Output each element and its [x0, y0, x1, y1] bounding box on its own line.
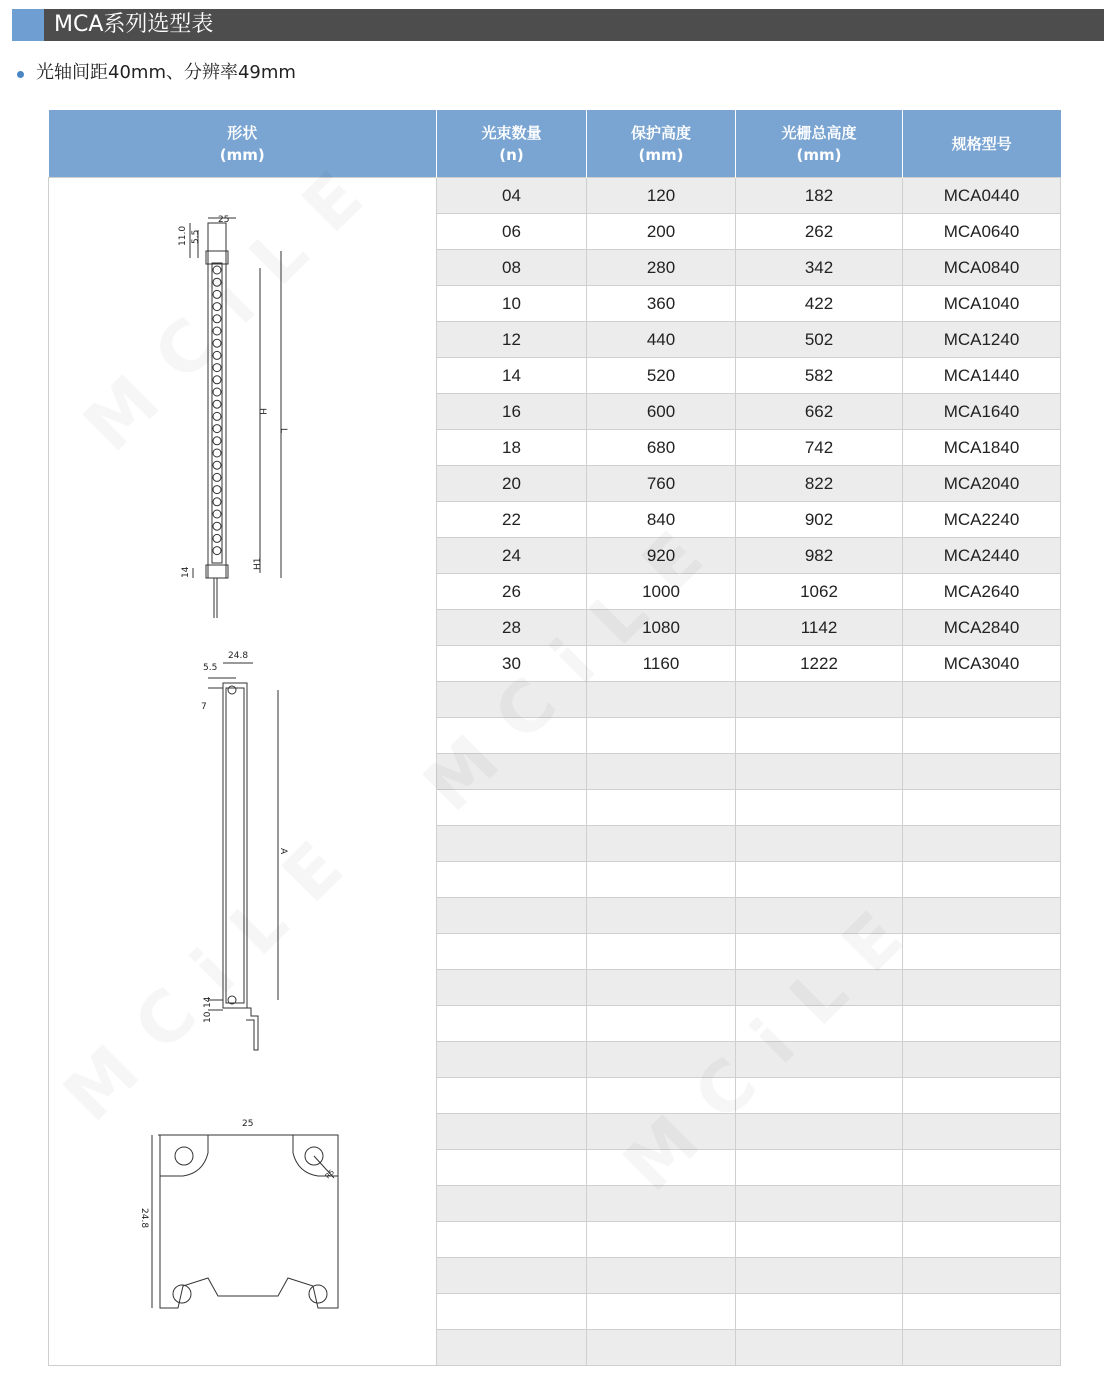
protection-height-cell — [587, 682, 736, 718]
lens-icon — [213, 510, 221, 518]
model-cell: MCA1240 — [903, 322, 1061, 358]
total-height-cell — [736, 1114, 903, 1150]
title-bar — [12, 9, 1104, 41]
header-total-height: 光栅总高度 (mm) — [736, 110, 903, 178]
model-cell — [903, 1330, 1061, 1366]
total-height-cell — [736, 1006, 903, 1042]
beam-count-cell — [437, 826, 587, 862]
beam-count-cell — [437, 1006, 587, 1042]
model-cell — [903, 1150, 1061, 1186]
beam-count-cell — [437, 862, 587, 898]
beam-count-cell: 06 — [437, 214, 587, 250]
beam-count-cell — [437, 934, 587, 970]
protection-height-cell — [587, 826, 736, 862]
protection-height-cell: 600 — [587, 394, 736, 430]
model-cell — [903, 970, 1061, 1006]
protection-height-cell: 120 — [587, 178, 736, 214]
header-protection-height: 保护高度 (mm) — [587, 110, 736, 178]
model-cell — [903, 1258, 1061, 1294]
total-height-cell — [736, 682, 903, 718]
total-height-cell: 1222 — [736, 646, 903, 682]
model-cell — [903, 1078, 1061, 1114]
protection-height-cell: 760 — [587, 466, 736, 502]
d1-dim-a: 11.0 — [178, 225, 188, 246]
d2-dim-a-len: A — [278, 848, 288, 855]
beam-count-cell — [437, 1330, 587, 1366]
total-height-cell — [736, 1258, 903, 1294]
header-beam-count: 光束数量 (n) — [437, 110, 587, 178]
protection-height-cell: 280 — [587, 250, 736, 286]
beam-count-cell: 18 — [437, 430, 587, 466]
total-height-cell — [736, 862, 903, 898]
lens-icon — [213, 351, 221, 359]
model-cell: MCA2640 — [903, 574, 1061, 610]
table-header-row — [49, 110, 1061, 178]
total-height-cell: 982 — [736, 538, 903, 574]
lens-icon — [213, 315, 221, 323]
protection-height-cell — [587, 1186, 736, 1222]
lens-icon — [213, 290, 221, 298]
d3-dim-height: 24.8 — [139, 1208, 149, 1229]
total-height-cell: 422 — [736, 286, 903, 322]
lens-icon — [213, 266, 221, 274]
total-height-cell: 182 — [736, 178, 903, 214]
model-cell: MCA3040 — [903, 646, 1061, 682]
protection-height-cell: 200 — [587, 214, 736, 250]
protection-height-cell: 440 — [587, 322, 736, 358]
protection-height-cell: 840 — [587, 502, 736, 538]
protection-height-cell — [587, 1330, 736, 1366]
model-cell: MCA1640 — [903, 394, 1061, 430]
d3-dim-radius: R5 — [323, 1168, 337, 1181]
technical-drawings — [48, 178, 436, 1362]
protection-height-cell: 680 — [587, 430, 736, 466]
model-cell — [903, 790, 1061, 826]
protection-height-cell: 360 — [587, 286, 736, 322]
lens-icon — [213, 327, 221, 335]
total-height-cell — [736, 970, 903, 1006]
bullet-icon — [17, 71, 24, 78]
model-cell — [903, 1114, 1061, 1150]
lens-icon — [213, 364, 221, 372]
lens-icon — [213, 547, 221, 555]
beam-count-cell — [437, 754, 587, 790]
beam-count-cell: 04 — [437, 178, 587, 214]
protection-height-cell — [587, 1042, 736, 1078]
lens-icon — [213, 437, 221, 445]
total-height-cell: 342 — [736, 250, 903, 286]
model-cell — [903, 862, 1061, 898]
model-cell — [903, 898, 1061, 934]
protection-height-cell — [587, 1114, 736, 1150]
model-cell — [903, 682, 1061, 718]
beam-count-cell — [437, 1114, 587, 1150]
protection-height-cell — [587, 898, 736, 934]
lens-icon — [213, 522, 221, 530]
beam-count-cell — [437, 682, 587, 718]
d1-dim-b: 5.5 — [191, 229, 201, 244]
model-cell: MCA1840 — [903, 430, 1061, 466]
protection-height-cell — [587, 718, 736, 754]
model-cell — [903, 1294, 1061, 1330]
header-shape: 形状 (mm) — [49, 110, 437, 178]
protection-height-cell: 920 — [587, 538, 736, 574]
lens-icon — [213, 278, 221, 286]
protection-height-cell — [587, 862, 736, 898]
model-cell — [903, 1042, 1061, 1078]
protection-height-cell: 520 — [587, 358, 736, 394]
lens-icon — [213, 534, 221, 542]
beam-count-cell: 30 — [437, 646, 587, 682]
protection-height-cell: 1080 — [587, 610, 736, 646]
model-cell — [903, 1186, 1061, 1222]
total-height-cell — [736, 934, 903, 970]
model-cell: MCA0840 — [903, 250, 1061, 286]
protection-height-cell: 1160 — [587, 646, 736, 682]
beam-count-cell: 26 — [437, 574, 587, 610]
total-height-cell — [736, 1222, 903, 1258]
beam-count-cell — [437, 1186, 587, 1222]
total-height-cell — [736, 1294, 903, 1330]
d1-dim-top: 25 — [218, 215, 230, 225]
protection-height-cell — [587, 1006, 736, 1042]
model-cell — [903, 754, 1061, 790]
model-cell: MCA2440 — [903, 538, 1061, 574]
beam-count-cell — [437, 1222, 587, 1258]
total-height-cell: 262 — [736, 214, 903, 250]
protection-height-cell — [587, 1294, 736, 1330]
lens-icon — [213, 400, 221, 408]
total-height-cell — [736, 718, 903, 754]
total-height-cell — [736, 1330, 903, 1366]
total-height-cell — [736, 1150, 903, 1186]
model-cell: MCA2040 — [903, 466, 1061, 502]
beam-count-cell: 14 — [437, 358, 587, 394]
beam-count-cell — [437, 1294, 587, 1330]
title-accent — [12, 9, 44, 41]
page-title: MCA系列选型表 — [54, 12, 214, 37]
total-height-cell: 502 — [736, 322, 903, 358]
d3-dim-width: 25 — [242, 1119, 254, 1129]
lens-icon — [213, 425, 221, 433]
beam-count-cell: 12 — [437, 322, 587, 358]
total-height-cell: 662 — [736, 394, 903, 430]
header-model: 规格型号 — [903, 110, 1061, 178]
beam-count-cell: 20 — [437, 466, 587, 502]
total-height-cell — [736, 1042, 903, 1078]
beam-count-cell — [437, 1078, 587, 1114]
lens-icon — [213, 461, 221, 469]
drawing-front-view — [190, 218, 281, 618]
lens-icon — [213, 412, 221, 420]
total-height-cell: 1062 — [736, 574, 903, 610]
protection-height-cell — [587, 934, 736, 970]
d1-dim-h1: H1 — [253, 557, 263, 570]
lens-icon — [213, 376, 221, 384]
protection-height-cell — [587, 1222, 736, 1258]
model-cell — [903, 718, 1061, 754]
beam-count-cell — [437, 1150, 587, 1186]
beam-count-cell: 22 — [437, 502, 587, 538]
protection-height-cell — [587, 1258, 736, 1294]
d2-dim-top: 24.8 — [228, 651, 249, 661]
protection-height-cell — [587, 970, 736, 1006]
beam-count-cell — [437, 898, 587, 934]
model-cell: MCA2840 — [903, 610, 1061, 646]
beam-count-cell — [437, 970, 587, 1006]
total-height-cell — [736, 754, 903, 790]
total-height-cell: 902 — [736, 502, 903, 538]
d1-dim-l: L — [278, 428, 288, 434]
beam-count-cell: 24 — [437, 538, 587, 574]
protection-height-cell — [587, 754, 736, 790]
total-height-cell: 822 — [736, 466, 903, 502]
beam-count-cell — [437, 790, 587, 826]
lens-icon — [213, 388, 221, 396]
model-cell: MCA1040 — [903, 286, 1061, 322]
total-height-cell — [736, 1078, 903, 1114]
protection-height-cell — [587, 790, 736, 826]
beam-count-cell: 16 — [437, 394, 587, 430]
beam-count-cell — [437, 718, 587, 754]
total-height-cell — [736, 1186, 903, 1222]
model-cell — [903, 1006, 1061, 1042]
lens-icon — [213, 486, 221, 494]
model-cell — [903, 934, 1061, 970]
d2-dim-a: 5.5 — [203, 663, 218, 673]
total-height-cell — [736, 826, 903, 862]
lens-icon — [213, 303, 221, 311]
model-cell — [903, 826, 1061, 862]
spec-subtitle: 光轴间距40mm、分辨率49mm — [36, 62, 296, 83]
d2-dim-b: 7 — [201, 702, 207, 712]
model-cell: MCA0640 — [903, 214, 1061, 250]
total-height-cell — [736, 790, 903, 826]
lens-icon — [213, 498, 221, 506]
beam-count-cell: 10 — [437, 286, 587, 322]
protection-height-cell — [587, 1150, 736, 1186]
beam-count-cell: 08 — [437, 250, 587, 286]
lens-icon — [213, 339, 221, 347]
protection-height-cell — [587, 1078, 736, 1114]
total-height-cell: 582 — [736, 358, 903, 394]
model-cell: MCA0440 — [903, 178, 1061, 214]
model-cell — [903, 1222, 1061, 1258]
beam-count-cell — [437, 1042, 587, 1078]
protection-height-cell: 1000 — [587, 574, 736, 610]
drawing-cross-section — [152, 1135, 338, 1308]
total-height-cell — [736, 898, 903, 934]
beam-count-cell: 28 — [437, 610, 587, 646]
total-height-cell: 1142 — [736, 610, 903, 646]
d1-dim-h: H — [257, 408, 267, 415]
total-height-cell: 742 — [736, 430, 903, 466]
d2-dim-d: 14 — [203, 996, 213, 1008]
lens-icon — [213, 449, 221, 457]
drawing-side-view — [208, 663, 278, 1050]
model-cell: MCA1440 — [903, 358, 1061, 394]
model-cell: MCA2240 — [903, 502, 1061, 538]
d1-dim-bottom: 14 — [181, 566, 191, 578]
beam-count-cell — [437, 1258, 587, 1294]
lens-icon — [213, 473, 221, 481]
d2-dim-c: 10 — [203, 1011, 213, 1023]
